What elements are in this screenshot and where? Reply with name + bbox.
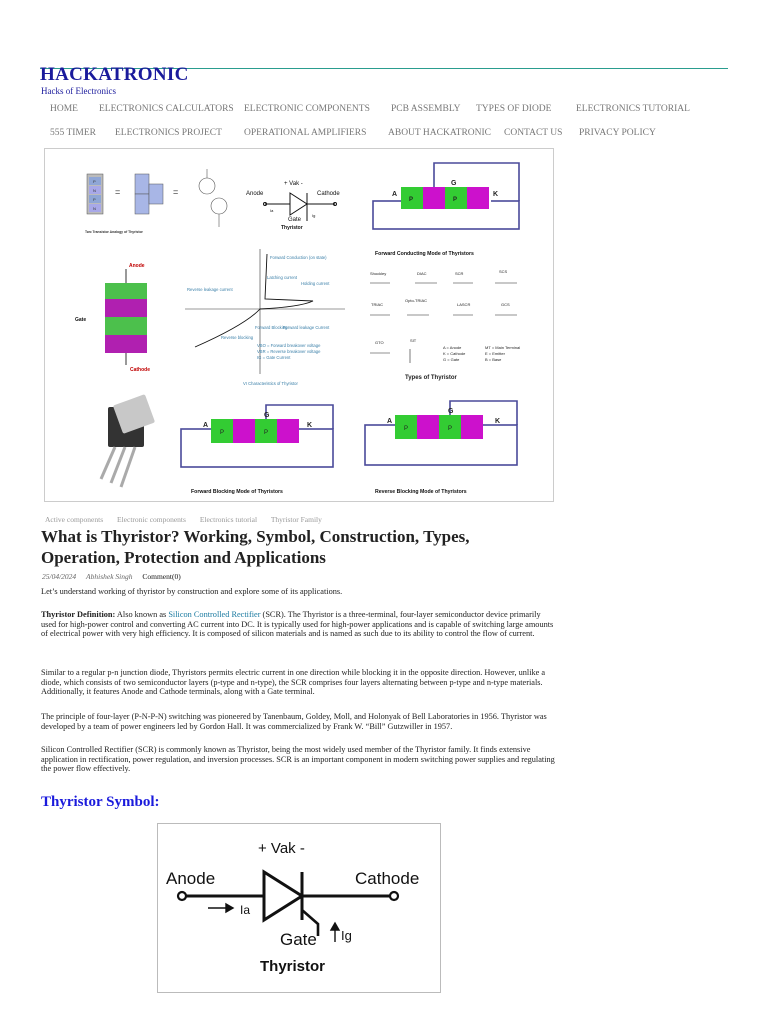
- tag-electronic-components[interactable]: Electronic components: [117, 515, 186, 524]
- svg-text:VBR = Reverse breakover voltag: VBR = Reverse breakover voltage: [257, 349, 321, 354]
- svg-text:P: P: [93, 197, 96, 202]
- svg-text:K: K: [493, 191, 499, 198]
- site-tagline: Hacks of Electronics: [41, 86, 116, 96]
- vi-characteristics: [185, 249, 345, 386]
- svg-text:=: =: [115, 187, 121, 197]
- svg-text:N: N: [93, 206, 96, 211]
- svg-text:IG = Gate Current: IG = Gate Current: [257, 355, 291, 360]
- svg-text:+ Vak -: + Vak -: [284, 181, 303, 187]
- svg-text:SCR: SCR: [455, 271, 464, 276]
- nav-electronics-calculators[interactable]: ELECTRONICS CALCULATORS: [99, 104, 234, 114]
- svg-text:VI Characteristics of Thyristo: VI Characteristics of Thyristor: [243, 381, 298, 386]
- svg-text:Ig: Ig: [312, 213, 316, 218]
- nav-electronic-components[interactable]: ELECTRONIC COMPONENTS: [244, 104, 370, 114]
- svg-text:SCS: SCS: [499, 269, 508, 274]
- nav-privacy-policy[interactable]: PRIVACY POLICY: [579, 128, 656, 138]
- svg-text:Forward Blocking: Forward Blocking: [255, 325, 288, 330]
- svg-text:G: G: [451, 180, 457, 187]
- ig-label: Ig: [341, 928, 352, 943]
- svg-text:Reverse blocking: Reverse blocking: [221, 335, 254, 340]
- scr-link[interactable]: Silicon Controlled Rectifier: [168, 610, 261, 619]
- article-tags: [45, 515, 334, 524]
- post-author[interactable]: Abhishek Singh: [86, 572, 133, 581]
- svg-text:K: K: [307, 422, 313, 429]
- gate-label: Gate: [280, 930, 317, 949]
- definition-paragraph: Thyristor Definition: Also known as Silicon Controlled Rectifier (SCR). The Thyristor is a three-terminal, four-layer semiconductor device primarily used for high-power control and converting AC current into DC. It is typically used for high-power applications and is capable of switching large amounts of electrical power with very high efficiency. It is composed of silicon materials and is named as such due to its ability to control the flow of current.: [41, 610, 554, 639]
- svg-text:Anode: Anode: [246, 191, 264, 197]
- reverse-blocking-diagram: [365, 401, 517, 495]
- thyristor-symbol-image: [157, 823, 441, 993]
- article-meta: [42, 572, 181, 581]
- vak-label: + Vak -: [258, 840, 305, 857]
- svg-text:E = Emitter: E = Emitter: [485, 351, 505, 356]
- svg-text:Latching current: Latching current: [267, 275, 298, 280]
- symbol-heading: Thyristor Symbol:: [41, 794, 160, 810]
- svg-text:Two Transistor Analogy of Thyr: Two Transistor Analogy of Thyristor: [85, 230, 143, 234]
- definition-label: Thyristor Definition:: [41, 610, 116, 619]
- hero-image: [44, 148, 554, 502]
- svg-text:DIAC: DIAC: [417, 271, 427, 276]
- layer-structure: [75, 263, 155, 487]
- svg-text:Shockley: Shockley: [370, 271, 387, 276]
- article-title: What is Thyristor? Working, Symbol, Construction, Types, Operation, Protection and Applications: [41, 527, 470, 567]
- svg-text:K: K: [495, 418, 501, 425]
- nav-pcb-assembly[interactable]: PCB ASSEMBLY: [391, 104, 461, 114]
- nav-types-of-diode[interactable]: TYPES OF DIODE: [476, 104, 552, 114]
- svg-text:Gate: Gate: [75, 317, 87, 323]
- svg-text:Ia: Ia: [270, 208, 274, 213]
- svg-text:P: P: [220, 430, 225, 436]
- svg-text:B = Base: B = Base: [485, 357, 502, 362]
- svg-text:GCS: GCS: [501, 302, 510, 307]
- svg-text:Opto-TRIAC: Opto-TRIAC: [405, 298, 428, 303]
- nav-about-hackatronic[interactable]: ABOUT HACKATRONIC: [388, 128, 492, 138]
- svg-text:Types of Thyristor: Types of Thyristor: [405, 375, 457, 381]
- nav-555-timer[interactable]: 555 TIMER: [50, 128, 97, 138]
- svg-text:Reverse Blocking Mode of Thyri: Reverse Blocking Mode of Thyristors: [375, 489, 467, 495]
- svg-text:P: P: [409, 197, 414, 203]
- nav-operational-amplifiers[interactable]: OPERATIONAL AMPLIFIERS: [244, 128, 367, 138]
- post-date: 25/04/2024: [42, 572, 77, 581]
- svg-text:SIT: SIT: [410, 338, 417, 343]
- thyristor-caption: Thyristor: [260, 958, 326, 975]
- paragraph-history: The principle of four-layer (P-N-P-N) switching was pioneered by Tanenbaum, Goldey, Moll, and Holonyak of Bell Laboratories in 1956. Thyristor was developed by a team of power engineers led by Gordon Hall. It was commercialized by Frank W. “Bill” Gutzwiller in 1957.: [41, 712, 547, 731]
- svg-text:P: P: [93, 179, 96, 184]
- comments-link[interactable]: Comment(0): [142, 572, 181, 581]
- svg-text:Holding current: Holding current: [301, 281, 330, 286]
- svg-text:P: P: [264, 430, 269, 436]
- svg-text:P: P: [453, 197, 458, 203]
- svg-text:Gate: Gate: [288, 217, 302, 223]
- svg-text:LASCR: LASCR: [457, 302, 471, 307]
- svg-text:A = Anode: A = Anode: [443, 345, 462, 350]
- svg-text:A: A: [387, 418, 393, 425]
- svg-text:Forward leakage Current: Forward leakage Current: [283, 325, 330, 330]
- svg-text:GTO: GTO: [375, 340, 384, 345]
- paragraph-similar-diode: Similar to a regular p-n junction diode, Thyristors permits electric current in one direction while blocking it in the opposite direction. However, unlike a diode, which consists of two semiconductor layers (p-type and n-type), the SCR comprises four layers alternating between p-type and n-type materials. Additionally, it features Anode and Cathode terminals, along with a Gate terminal.: [41, 668, 546, 697]
- svg-text:A: A: [203, 422, 209, 429]
- nav-contact-us[interactable]: CONTACT US: [504, 128, 563, 138]
- svg-text:Anode: Anode: [129, 263, 145, 269]
- svg-text:TRIAC: TRIAC: [371, 302, 383, 307]
- svg-text:G: G: [448, 408, 454, 415]
- site-title[interactable]: HACKATRONIC: [40, 64, 189, 85]
- svg-text:Cathode: Cathode: [130, 367, 150, 373]
- svg-text:G: G: [264, 412, 270, 419]
- ia-label: Ia: [240, 903, 251, 917]
- tag-active-components[interactable]: Active components: [45, 515, 104, 524]
- svg-text:N: N: [93, 188, 96, 193]
- nav-electronics-project[interactable]: ELECTRONICS PROJECT: [115, 128, 222, 138]
- types-of-thyristor: [370, 269, 520, 381]
- tag-thyristor-family[interactable]: Thyristor Family: [270, 515, 322, 524]
- intro-paragraph: Let’s understand working of thyristor by construction and explore some of its applications.: [41, 587, 343, 596]
- svg-text:A: A: [392, 191, 398, 198]
- forward-blocking-diagram: [181, 405, 333, 495]
- tag-electronics-tutorial[interactable]: Electronics tutorial: [199, 515, 258, 524]
- svg-text:=: =: [173, 187, 179, 197]
- svg-text:Forward Conducting Mode of Thy: Forward Conducting Mode of Thyristors: [375, 251, 474, 257]
- nav-home[interactable]: HOME: [50, 104, 78, 114]
- svg-text:VBO = Forward breakover voltag: VBO = Forward breakover voltage: [257, 343, 321, 348]
- cathode-label: Cathode: [355, 869, 420, 888]
- svg-text:Thyristor: Thyristor: [281, 225, 303, 231]
- svg-text:Forward Conduction (on state): Forward Conduction (on state): [270, 255, 327, 260]
- svg-text:P: P: [448, 426, 453, 432]
- svg-text:MT = Main Terminal: MT = Main Terminal: [485, 345, 521, 350]
- svg-text:K = Cathode: K = Cathode: [443, 351, 466, 356]
- nav-electronics-tutorial[interactable]: ELECTRONICS TUTORIAL: [576, 104, 690, 114]
- anode-label: Anode: [166, 869, 216, 888]
- svg-text:G = Gate: G = Gate: [443, 357, 460, 362]
- svg-text:Reverse leakage current: Reverse leakage current: [187, 287, 233, 292]
- svg-text:Forward Blocking Mode of Thyri: Forward Blocking Mode of Thyristors: [191, 489, 283, 495]
- svg-text:P: P: [404, 426, 409, 432]
- two-transistor-analogy: [85, 169, 227, 234]
- forward-conducting-diagram: [373, 163, 519, 257]
- svg-text:Cathode: Cathode: [317, 191, 340, 197]
- paragraph-scr-usage: Silicon Controlled Rectifier (SCR) is commonly known as Thyristor, being the most widely used member of the Thyristor family. It finds extensive application in rectification, power regulation, and inversion processes. SCR is an important component in modern switching power supplies and regulating the power flow effectively.: [41, 745, 555, 774]
